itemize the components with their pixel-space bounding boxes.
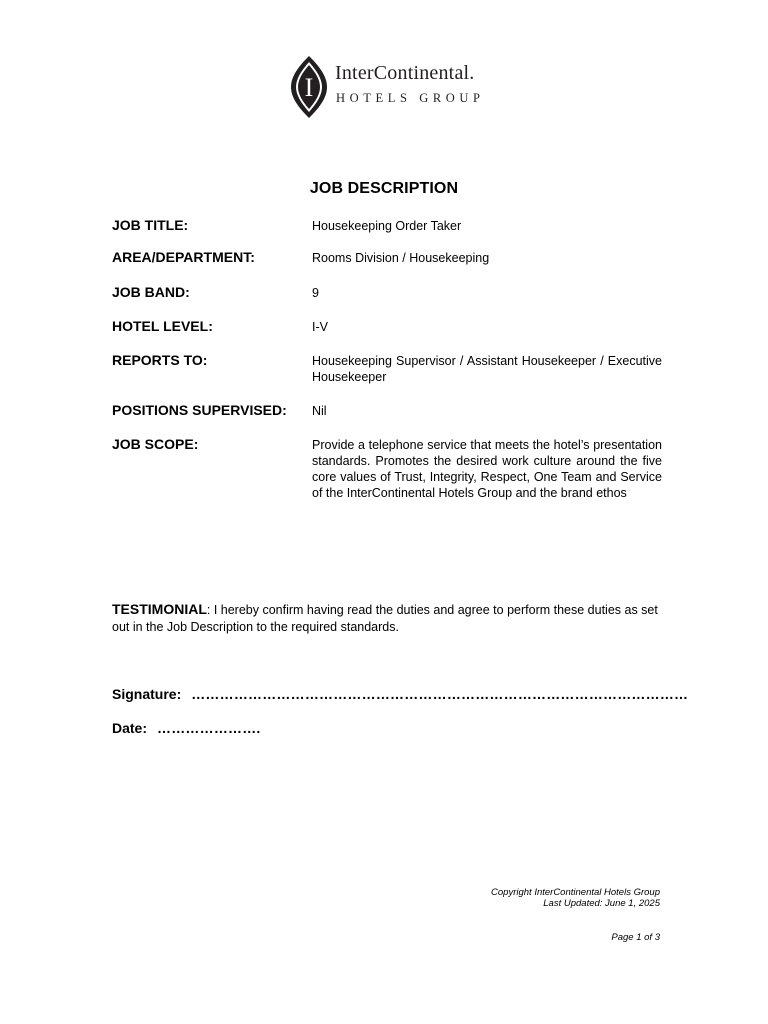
field-value: 9 [312,286,319,300]
field-label: HOTEL LEVEL: [112,318,213,334]
footer-info [491,887,660,909]
field-value: Housekeeping Order Taker [312,219,462,233]
date-line [112,720,261,736]
logo-subtitle: HOTELS GROUP [336,91,485,105]
svg-text:I: I [304,73,314,102]
last-updated-text: Last Updated: June 1, 2025 [543,898,660,909]
copyright-text: Copyright InterContinental Hotels Group [491,887,660,898]
field-label: AREA/DEPARTMENT: [112,249,255,265]
field-value: Housekeeping Supervisor / Assistant Housekeeper / Executive Housekeeper [312,354,662,384]
page-number: Page 1 of 3 [611,932,660,943]
signature-field: …………………………………………………………………………………………… [191,686,689,702]
testimonial-label: TESTIMONIAL [112,601,207,617]
field-label: JOB BAND: [112,284,190,300]
field-label: POSITIONS SUPERVISED: [112,402,287,418]
signature-line [112,686,688,702]
document-title: JOB DESCRIPTION [309,180,459,197]
field-value: Nil [312,404,327,418]
field-value: Rooms Division / Housekeeping [312,251,490,265]
signature-label: Signature: [112,686,182,702]
testimonial-text: : I hereby confirm having read the duties and agree to perform these duties as set out in the Job Description to the required standards. [112,603,658,634]
logo-emblem-icon [289,54,329,120]
field-value: Provide a telephone service that meets the hotel’s presentation standards. Promotes the desired work culture around the five core values of Trust, Integrity, Respect, One Team and Service of the InterContinental Hotels Group and the brand ethos [312,438,662,500]
testimonial [112,601,662,636]
field-value: I-V [312,320,328,334]
field-label: JOB SCOPE: [112,436,199,452]
field-label: REPORTS TO: [112,352,208,368]
date-label: Date: [112,720,148,736]
logo-wordmark: InterContinental. [335,62,475,84]
field-label: JOB TITLE: [112,217,189,233]
intercontinental-logo [289,54,509,120]
date-field: …………………. [157,720,261,736]
